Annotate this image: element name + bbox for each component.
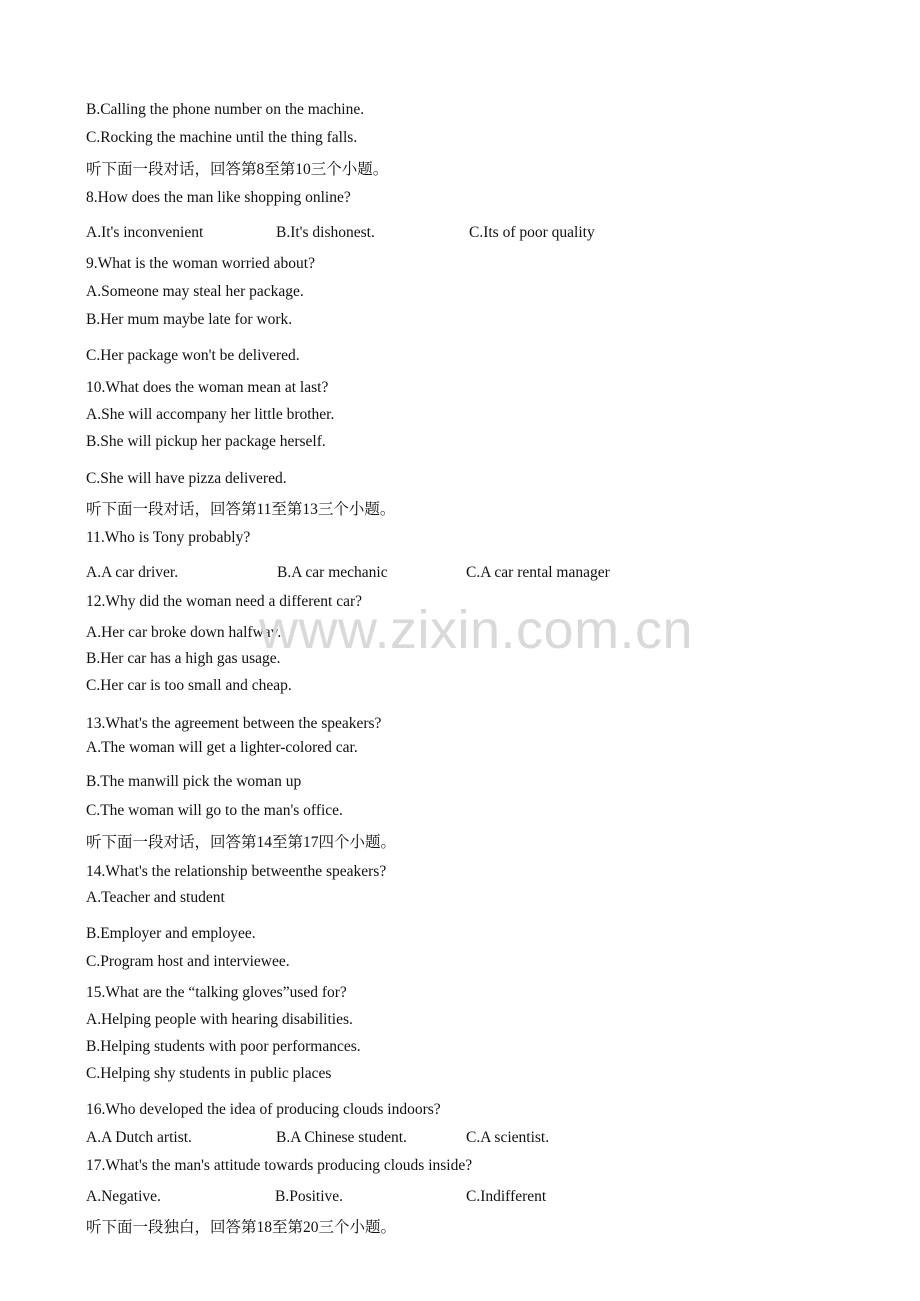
q8-option-a: A.It's inconvenient (86, 224, 204, 241)
q15-option-c: C.Helping shy students in public places (86, 1065, 332, 1082)
q11-option-a: A.A car driver. (86, 564, 179, 581)
instruction-q18-q20: 听下面一段独白，回答第18至第20三个小题。 (86, 1219, 397, 1236)
q12-option-a: A.Her car broke down halfway. (86, 624, 282, 641)
q12-option-c: C.Her car is too small and cheap. (86, 677, 292, 694)
q14-option-c: C.Program host and interviewee. (86, 953, 290, 970)
q7-option-c: C.Rocking the machine until the thing falls. (86, 129, 358, 146)
watermark: www.zixin.com.cn (259, 600, 694, 660)
question-12: 12.Why did the woman need a different car? (86, 593, 363, 610)
q13-option-a: A.The woman will get a lighter-colored car. (86, 739, 358, 756)
q11-option-c: C.A car rental manager (466, 564, 610, 581)
q16-option-c: C.A scientist. (466, 1129, 550, 1146)
q14-option-a: A.Teacher and student (86, 889, 225, 906)
question-15: 15.What are the “talking gloves”used for? (86, 984, 347, 1001)
instruction-q11-q13: 听下面一段对话，回答第11至第13三个小题。 (86, 501, 396, 518)
question-17: 17.What's the man's attitude towards producing clouds inside? (86, 1157, 473, 1174)
q10-option-b: B.She will pickup her package herself. (86, 433, 326, 450)
instruction-q8-q10: 听下面一段对话，回答第8至第10三个小题。 (86, 161, 389, 178)
question-11: 11.Who is Tony probably? (86, 529, 251, 546)
q13-option-c: C.The woman will go to the man's office. (86, 802, 343, 819)
q11-option-b: B.A car mechanic (277, 564, 388, 581)
question-14: 14.What's the relationship betweenthe speakers? (86, 863, 387, 880)
q8-option-c: C.Its of poor quality (469, 224, 595, 241)
q17-option-a: A.Negative. (86, 1188, 161, 1205)
question-10: 10.What does the woman mean at last? (86, 379, 329, 396)
question-13: 13.What's the agreement between the speakers? (86, 715, 382, 732)
q17-option-c: C.Indifferent (466, 1188, 547, 1205)
q12-option-b: B.Her car has a high gas usage. (86, 650, 281, 667)
q8-option-b: B.It's dishonest. (276, 224, 375, 241)
q16-option-b: B.A Chinese student. (276, 1129, 407, 1146)
q14-option-b: B.Employer and employee. (86, 925, 256, 942)
q10-option-c: C.She will have pizza delivered. (86, 470, 287, 487)
q10-option-a: A.She will accompany her little brother. (86, 406, 335, 423)
q16-option-a: A.A Dutch artist. (86, 1129, 192, 1146)
q13-option-b: B.The manwill pick the woman up (86, 773, 302, 790)
q7-option-b: B.Calling the phone number on the machine. (86, 101, 365, 118)
q9-option-a: A.Someone may steal her package. (86, 283, 304, 300)
q15-option-b: B.Helping students with poor performances. (86, 1038, 361, 1055)
q9-option-b: B.Her mum maybe late for work. (86, 311, 293, 328)
instruction-q14-q17: 听下面一段对话，回答第14至第17四个小题。 (86, 834, 397, 851)
q15-option-a: A.Helping people with hearing disabilities. (86, 1011, 353, 1028)
q9-option-c: C.Her package won't be delivered. (86, 347, 300, 364)
question-9: 9.What is the woman worried about? (86, 255, 315, 272)
question-8: 8.How does the man like shopping online? (86, 189, 351, 206)
question-16: 16.Who developed the idea of producing clouds indoors? (86, 1101, 441, 1118)
q17-option-b: B.Positive. (275, 1188, 344, 1205)
